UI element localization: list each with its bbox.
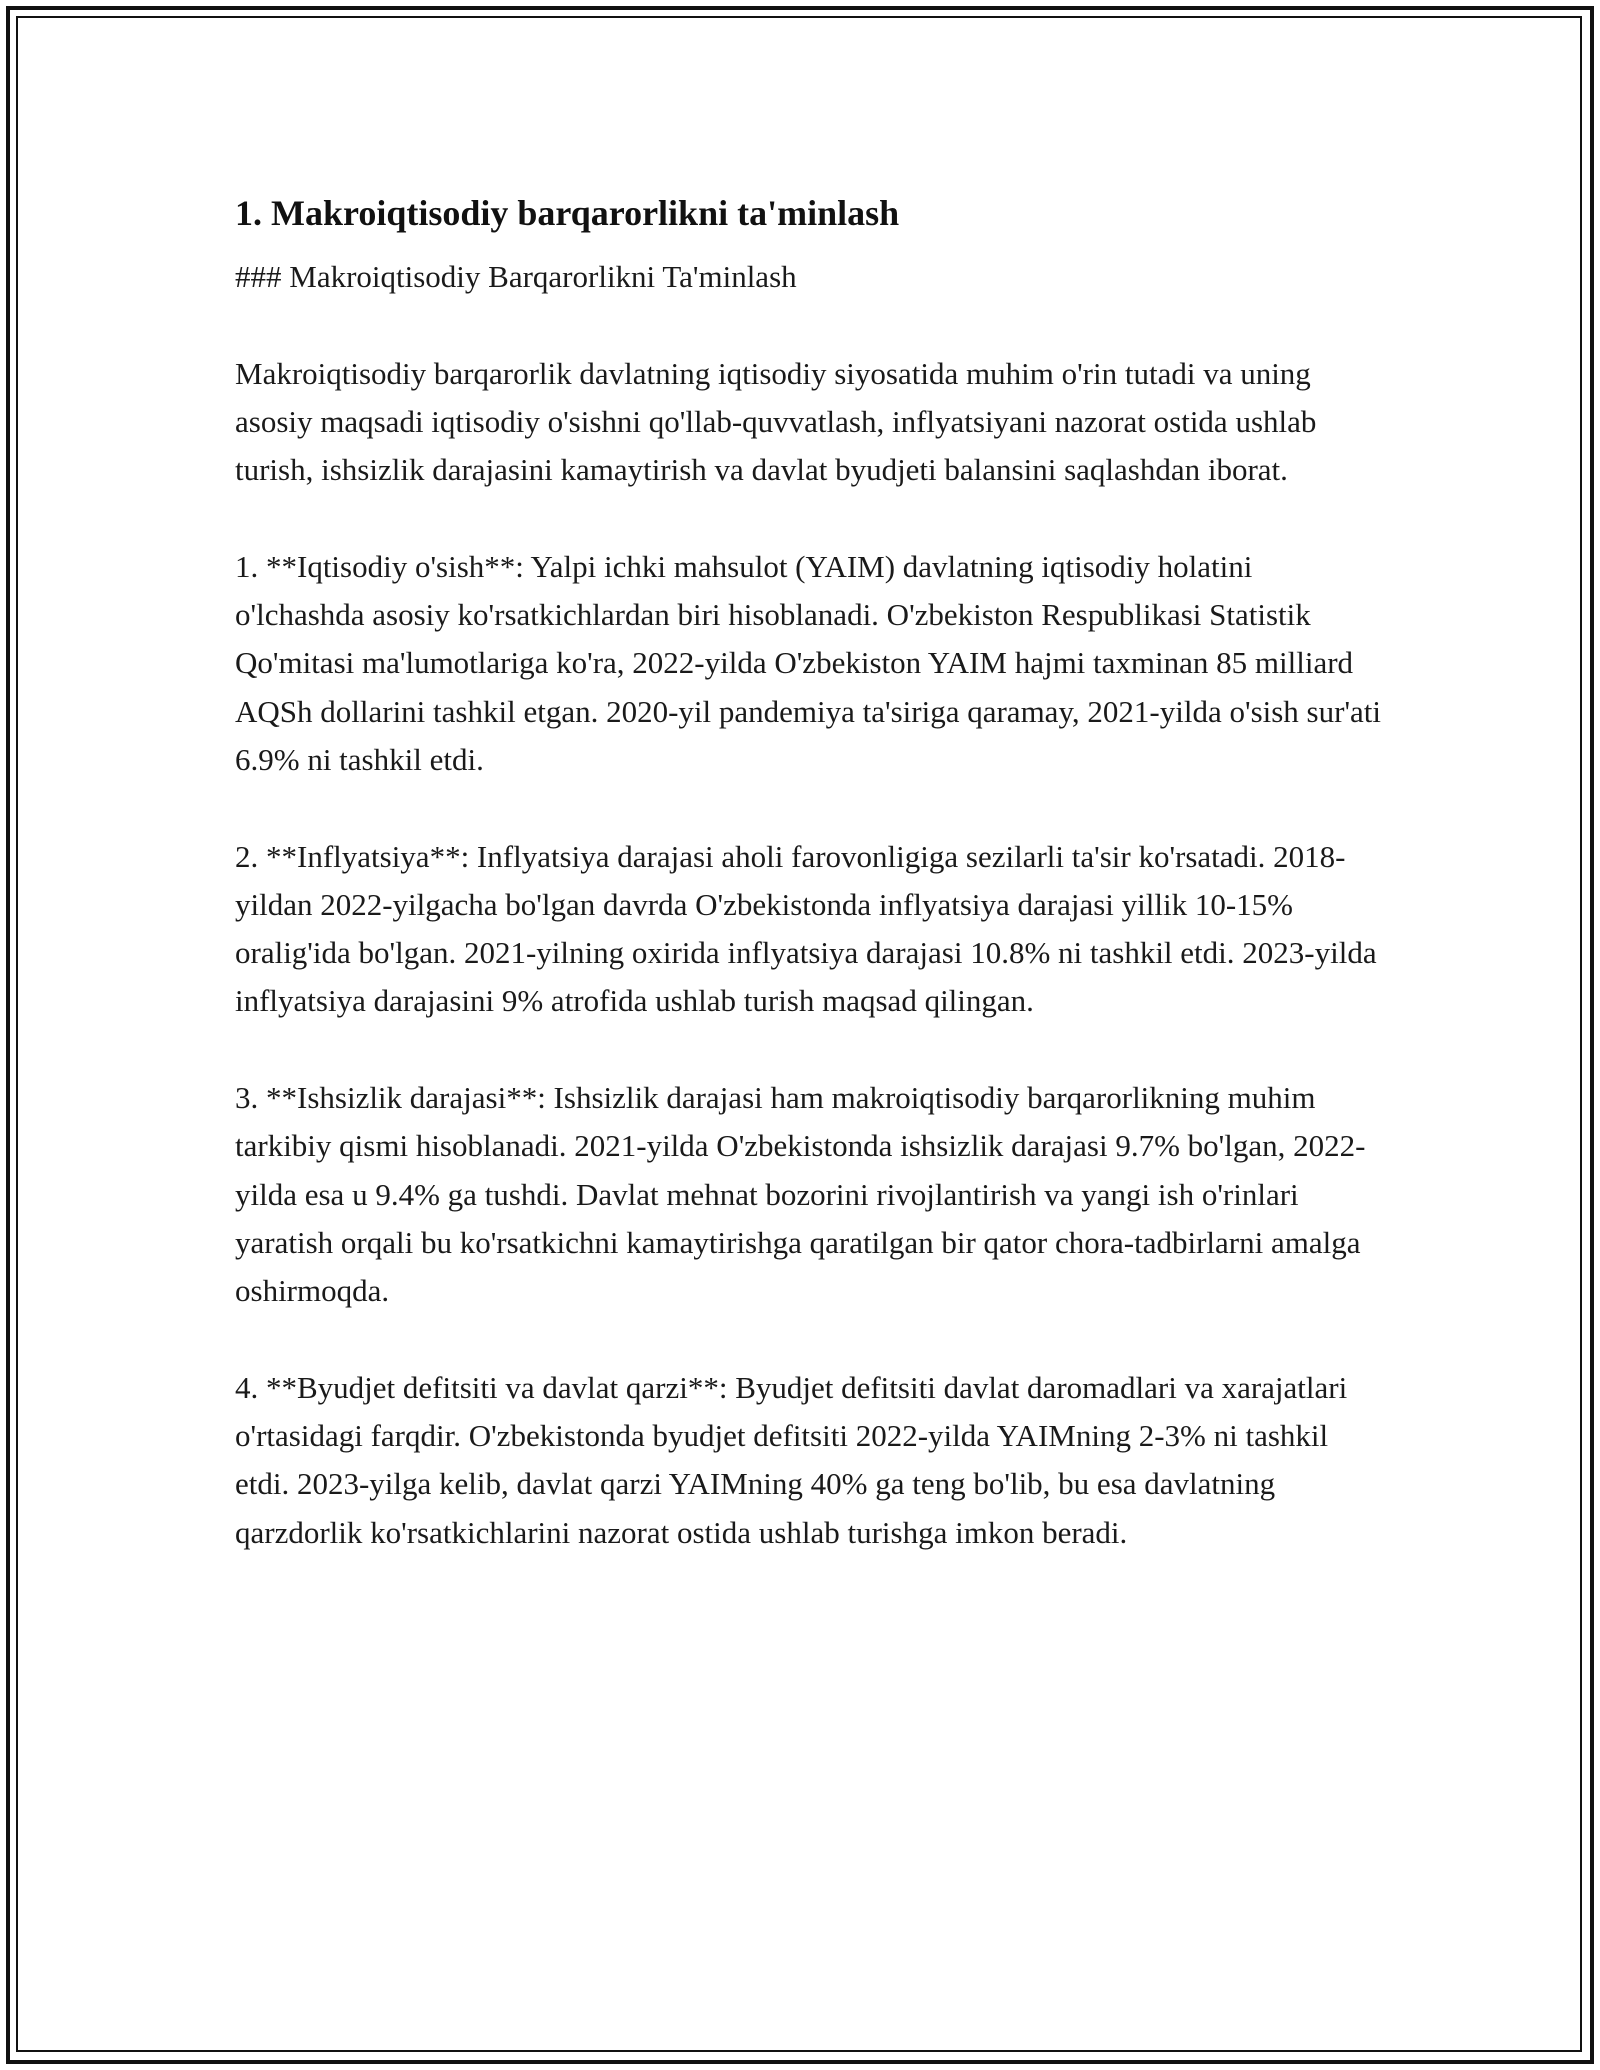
document-body: [235, 185, 1385, 1605]
document-title: 1. Makroiqtisodiy barqarorlikni ta'minlash: [235, 193, 900, 233]
subheading-text: ### Makroiqtisodiy Barqarorlikni Ta'minlash: [235, 259, 797, 294]
intro-paragraph: Makroiqtisodiy barqarorlik davlatning iqtisodiy siyosatida muhim o'rin tutadi va uning asosiy maqsadi iqtisodiy o'sishni qo'llab-quvvatlash, inflyatsiyani nazorat ostida ushlab turish, ishsizlik darajasini kamaytirish va davlat byudjeti balansini saqlashdan iborat.: [235, 355, 1317, 488]
list-item-unemployment: 3. **Ishsizlik darajasi**: Ishsizlik darajasi ham makroiqtisodiy barqarorlikning muhim tarkibiy qismi hisoblanadi. 2021-yilda O'zbekistonda ishsizlik darajasi 9.7% bo'lgan, 2022-yilda esa u 9.4% ga tushdi. Davlat mehnat bozorini rivojlantirish va yangi ish o'rinlari yaratish orqali bu ko'rsatkichni kamaytirishga qaratilgan bir qator chora-tadbirlarni amalga oshirmoqda.: [235, 1080, 1366, 1309]
list-item-economic-growth: 1. **Iqtisodiy o'sish**: Yalpi ichki mahsulot (YAIM) davlatning iqtisodiy holatini o'lchashda asosiy ko'rsatkichlardan biri hisoblanadi. O'zbekiston Respublikasi Statistik Qo'mitasi ma'lumotlariga ko'ra, 2022-yilda O'zbekiston YAIM hajmi taxminan 85 milliard AQSh dollarini tashkil etgan. 2020-yil pandemiya ta'siriga qaramay, 2021-yilda o'sish sur'ati 6.9% ni tashkil etdi.: [235, 548, 1382, 777]
list-item-inflation: 2. **Inflyatsiya**: Inflyatsiya darajasi aholi farovonligiga sezilarli ta'sir ko'rsatadi. 2018-yildan 2022-yilgacha bo'lgan davrda O'zbekistonda inflyatsiya darajasi yillik 10-15% oralig'ida bo'lgan. 2021-yilning oxirida inflyatsiya darajasi 10.8% ni tashkil etdi. 2023-yilda inflyatsiya darajasini 9% atrofida ushlab turish maqsad qilingan.: [235, 838, 1377, 1019]
list-item-budget-deficit: 4. **Byudjet defitsiti va davlat qarzi**: Byudjet defitsiti davlat daromadlari va xarajatlari o'rtasidagi farqdir. O'zbekistonda byudjet defitsiti 2022-yilda YAIMning 2-3% ni tashkil etdi. 2023-yilga kelib, davlat qarzi YAIMning 40% ga teng bo'lib, bu esa davlatning qarzdorlik ko'rsatkichlarini nazorat ostida ushlab turishga imkon beradi.: [235, 1369, 1348, 1550]
